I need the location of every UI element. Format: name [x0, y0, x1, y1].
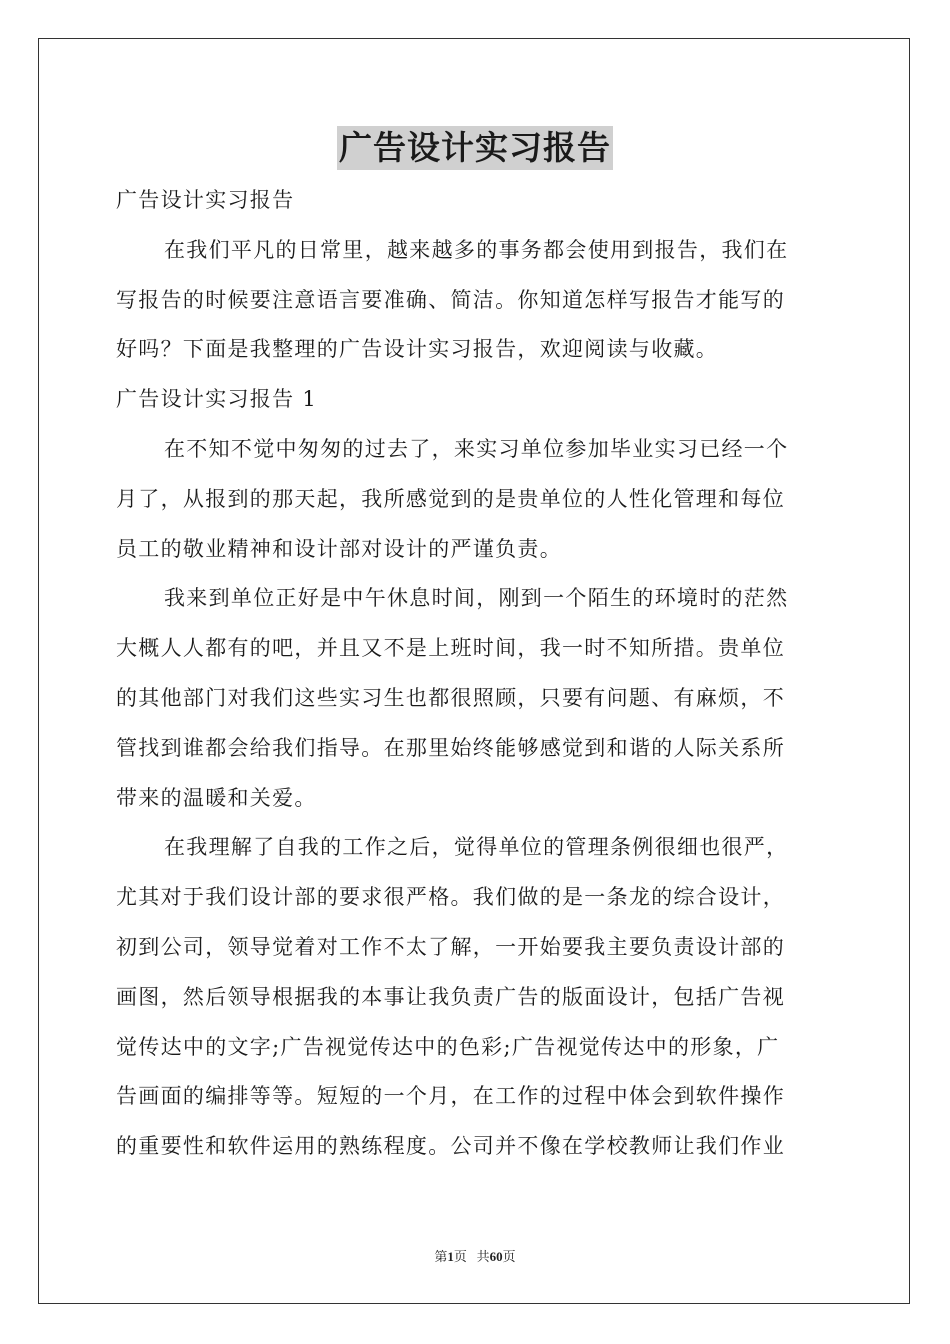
text-line: 觉传达中的文字;广告视觉传达中的色彩;广告视觉传达中的形象，广 — [116, 1034, 780, 1059]
text-line: 告画面的编排等等。短短的一个月，在工作的过程中体会到软件操作 — [116, 1084, 785, 1109]
document-body — [116, 176, 834, 1172]
document-title: 广告设计实习报告 — [337, 126, 613, 170]
page-suffix: 页 — [453, 1249, 467, 1264]
page-number: 1 — [447, 1249, 454, 1264]
text-line: 初到公司，领导觉着对工作不太了解，一开始要我主要负责设计部的 — [116, 934, 785, 959]
text-line: 管找到谁都会给我们指导。在那里始终能够感觉到和谐的人际关系所 — [116, 735, 785, 760]
text-line: 在我理解了自我的工作之后，觉得单位的管理条例很细也很严， — [164, 835, 789, 860]
text-line: 的其他部门对我们这些实习生也都很照顾，只要有问题、有麻烦，不 — [116, 685, 785, 710]
text-line: 的重要性和软件运用的熟练程度。公司并不像在学校教师让我们作业 — [116, 1134, 785, 1159]
text-line: 大概人人都有的吧，并且又不是上班时间，我一时不知所措。贵单位 — [116, 636, 785, 661]
text-line: 带来的温暖和关爱。 — [116, 785, 317, 810]
text-line: 在不知不觉中匆匆的过去了，来实习单位参加毕业实习已经一个 — [164, 436, 789, 461]
total-prefix: 共 — [476, 1249, 490, 1264]
text-line: 员工的敬业精神和设计部对设计的严谨负责。 — [116, 536, 562, 561]
page-prefix: 第 — [434, 1249, 448, 1264]
title-area — [0, 126, 950, 170]
total-suffix: 页 — [502, 1249, 516, 1264]
text-line: 好吗？下面是我整理的广告设计实习报告，欢迎阅读与收藏。 — [116, 337, 719, 362]
total-pages: 60 — [489, 1249, 503, 1264]
text-line: 尤其对于我们设计部的要求很严格。我们做的是一条龙的综合设计， — [116, 885, 785, 910]
text-line: 广告设计实习报告 — [116, 188, 295, 212]
text-line: 在我们平凡的日常里，越来越多的事务都会使用到报告，我们在 — [164, 237, 789, 262]
text-line: 月了，从报到的那天起，我所感觉到的是贵单位的人性化管理和每位 — [116, 486, 785, 511]
text-line: 写报告的时候要注意语言要准确、简洁。你知道怎样写报告才能写的 — [116, 287, 785, 312]
page-footer — [0, 1246, 950, 1265]
footer-separator — [467, 1249, 477, 1264]
text-line: 画图，然后领导根据我的本事让我负责广告的版面设计，包括广告视 — [116, 984, 785, 1009]
text-line: 我来到单位正好是中午休息时间，刚到一个陌生的环境时的茫然 — [164, 586, 789, 611]
text-line: 广告设计实习报告 1 — [116, 387, 318, 412]
